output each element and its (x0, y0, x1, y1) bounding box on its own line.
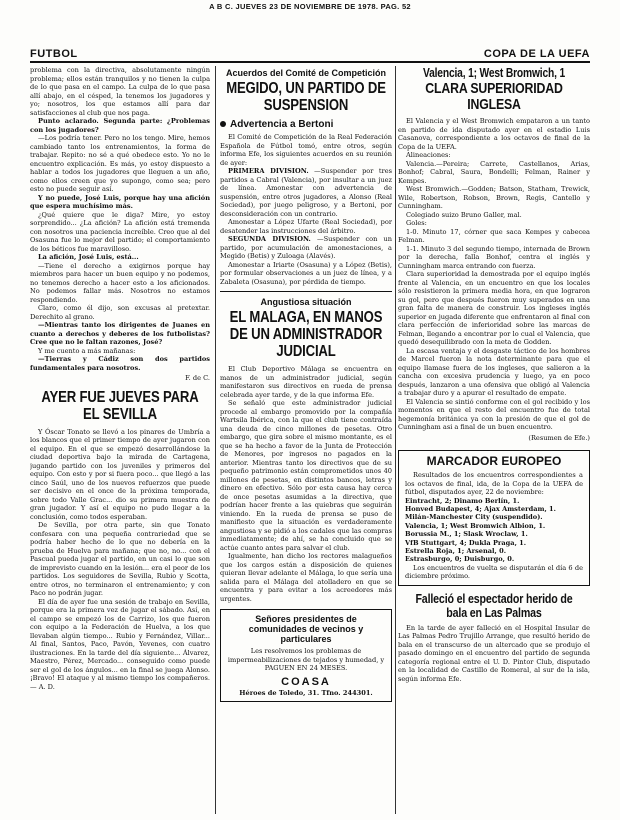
score-line: Valencia, 1; West Bromwich, 1 (422, 66, 566, 80)
comite-body-2: —Suspender por tres partidos a Cabral (Valencia), por insultar a un juez de línea. Amonestar con advertencia de suspensión, entre otros jugadores, a Alonso (Real Sociedad), por juego peligroso, y a Bertoni, por desconsideración con un contrario. (220, 167, 392, 218)
headline-megido: MEGIDO, UN PARTIDO DE SUSPENSION (226, 80, 386, 114)
ad-company-name: COASA (281, 675, 331, 688)
sevilla-body-1: Y Óscar Tonato se llevó a los pinares de Umbría a los blancos que el primer tiempo de ayer jugaron con el equipo. En el que se empezó desarrollándose la ciudad deportiva bajo la mirada de Cartagena, jugando partido con los juveniles y primeros del equipo. Con esto y por si fuera poco... que llegó a las cinco Saúl, uno de los nuevos refuerzos que puede ser decisivo en el once de la próxima temporada, sobre todo Valle Grac... dio su primera muestra de gran jugador. Y así el equipo no pudo llegar a la conclusión, como todos esperaban. (30, 427, 210, 521)
lineup-valencia: Valencia.—Pereira; Carrete, Castellanos, Arias, Bonhof; Cabral, Saura, Bondelli; Felman, Rainer y Kempes. (398, 159, 590, 185)
sevilla-body-3: El día de ayer fue una sesión de trabajo en Sevilla, porque era la primera vez de jugar el sábado. Así, en el campo se empezó los de Carrizo, los que fueron con equipo a la Federación de Huelva, a los que llevaban algún tiempo... Rubio y Fernández, Villar... Al final, Santos, Paco, Pavón, Yevenes, con cuatro ilustraciones. En la tarde del día siguiente... Álvarez, Maestro, Pérez, Mercado... conseguido como puede ser el gol de los ángulos... en la final se juega Alonso. ¡Bravo! El ataque y al mismo tiempo los compañeros. — A. D. (30, 597, 210, 691)
comite-body-1: El Comité de Competición de la Real Federación Española de Fútbol tomó, entre otros, según informa Efe, los siguientes acuerdos en su reunión de ayer: (220, 133, 392, 167)
divider-rule (220, 291, 392, 292)
interview-answer-1: —Los podría tener. Pero no los tengo. Mire, hemos cambiado tanto los entrenamientos, la forma de trabajar. Repito: no sé a qué obedece esto. Yo no le encuentro explicación. Es más, yo estoy dispuesto a hablar a todos los jugadores que lleguen a un año, como ellos creen que yo supongo, como sea; pero esto no puede seguir así. (30, 134, 210, 193)
bullet-icon (220, 121, 226, 127)
result-item: Estrella Roja, 1; Arsenal, 0. (405, 546, 507, 555)
malaga-body-2: Se señaló que este administrador judicial procede al embargo promovido por la compañía Wartsila Ibérica, con la que el club tiene contraída una deuda de cinco millones de pesetas. Otro embargo, que gira sobre el mismo montante, es el que se ha hecho a favor de la Junta de Protección de Menores, por ingresos no pagados en la anterior. Mientras tanto los directivos que de su pequeño patrimonio están comprometidos unos 40 millones de pesetas, en distintos bancos, letras y dinero en efectivo. Sólo por esta causa hay cerca de once pesetas asumidas a la directiva, que podrían hacer frente a las quiebras que seguirán viniendo. En la rueda de prensa se puso de manifiesto que la situación es verdaderamente angustiosa y se pidió a los cadales que las compras inmediatamente; de ahí, se ha concluido que se actúe cuanto antes para salvar el club. (220, 399, 392, 552)
interview-question-3: La afición, José Luis, está... (38, 253, 139, 261)
comite-body-3: Amonestar a López Ufarte (Real Sociedad), por desatender las instrucciones del árbitro. (220, 218, 392, 235)
division-label-2: SEGUNDA DIVISION. (228, 235, 311, 243)
lineups-label: Alineaciones: (406, 151, 451, 159)
goal-2: 1-1. Minuto 3 del segundo tiempo, internada de Brown por la derecha, falla Bonhof, centra el inglés y Cunningham marca entrando con fuerza. (398, 244, 590, 270)
marcador-intro: Resultados de los encuentros correspondientes a los octavos de final, ida, de la Copa de la UEFA de fútbol, disputados ayer, 22 de noviembre: (405, 471, 583, 496)
marcador-title: MARCADOR EUROPEO (426, 454, 562, 468)
section-label-left: FUTBOL (30, 48, 78, 60)
interview-answer-6: —Tierras y Cádiz son dos partidos fundamentales para nosotros. (30, 355, 210, 372)
result-item: Eintracht, 2; Dinamo Berlín, 1. (405, 496, 520, 505)
comite-body-4: —Suspender con un partido, por acumulación de amonestaciones, a Megido (Betis) y Zuloaga (Alavés). (220, 235, 392, 260)
goals-label: Goles: (406, 219, 427, 227)
result-item: Milán-Manchester City (suspendido). (405, 513, 543, 522)
las-palmas-body: En la tarde de ayer falleció en el Hospital Insular de Las Palmas Pedro Trujillo Arrange, que resultó herido de bala en el transcurso de un altercado que se produjo el pasado domingo en el encuentro del partido de segunda categoría regional entre el U. D. Pintor Club, disputado en la localidad de Castillo de Romeral, al sur de la isla, según informa Efe. (398, 623, 590, 683)
match-body-3: La escasa ventaja y el desgaste táctico de los hombres de Marcel fueron la nota determinante para que el equipo llamase fuera de los ingleses, que salieron a la cancha con excesiva prudencia y luego, ya en poco después, lanzaron a una ofensiva que obligó al Valencia a trabajar duro y a apurar el resultado de empate. (398, 346, 590, 397)
division-label-1: PRIMERA DIVISION. (228, 167, 309, 175)
result-item: VfB Stuttgart, 4; Dukla Praga, 1. (405, 538, 527, 547)
column-3 (398, 66, 590, 816)
lineup-west-bromwich: West Bromwich.—Godden; Batson, Statham, Trewick, Wile, Robertson, Robson, Brown, Regis, Cantello y Cunningham. (398, 185, 590, 210)
sevilla-body-2: De Sevilla, por otra parte, sin que Tonato confesara con una pequeña contrariedad que se podría haber hecho de lo que no debería en la prueba de Huelva para mañana; que no, no... con el Pascual pueda jugar el partido, en un casi lo que son de imprevisto cuando en la lesión... era el peor de los partidos. Los seguidores de Sevilla, Rubio y Scotta, entre otros, no terminaron el entrenamiento; y con Paco no podrán jugar. (30, 521, 210, 597)
kicker-malaga: Angustiosa situación (260, 297, 352, 307)
interview-intro: problema con la directiva, absolutamente ningún problema; ellos están tranquilos y no tienen la culpa de lo que pasa en el campo. La culpa de lo que pasa allí abajo, en el césped, la tenemos los jugadores y yo; nosotros, los que estamos allí para dar satisfacciones al club que nos paga. (30, 66, 210, 117)
column-divider-1 (215, 66, 216, 814)
goal-1: 1-0. Minuto 17, córner que saca Kempes y cabecea Felman. (398, 227, 590, 244)
interview-answer-3: —Tiene el derecho a exigirnos porque hay miembros para hacer un buen equipo y no podemos, no tenemos derecho a hacer esto a los aficionados. No podemos fallar más. Nosotros no estamos respondiendo. (30, 261, 210, 304)
result-item: Valencia, 1; West Bromwich Albion, 1. (405, 521, 546, 530)
interview-question-1: Punto aclarado. Segunda parte: ¿Problemas con los jugadores? (30, 117, 210, 134)
results-list (405, 497, 583, 564)
result-item: Honved Budapest, 4; Ajax Amsterdam, 1. (405, 504, 556, 513)
malaga-body-1: El Club Deportivo Málaga se encuentra en manos de un administrador judicial, según manifestaron sus directivos en rueda de prensa celebrada ayer tarde, y de la que informa Efe. (220, 365, 392, 399)
interview-question-4: Claro, como él dijo, son excusas al pretextar. Derechito al grano. (30, 304, 210, 321)
marcador-europeo-box (398, 450, 590, 586)
match-body-1: El Valencia y el West Bromwich empataron a un tanto en partido de ida disputado ayer en el estadio Luis Casanova, correspondiente a los octavos de final de la Copa de la UEFA. (398, 117, 590, 151)
comite-body-5: Amonestar a Iriarte (Osasuna) y a López (Betis), por formular observaciones a un juez de línea, y a Zabaleta (Osasuna), por pérdida de tiempo. (220, 260, 392, 286)
masthead: A B C. JUEVES 23 DE NOVIEMBRE DE 1978. PAG. 52 (209, 2, 411, 11)
interview-answer-4: —Mientras tanto los dirigentes de Juanes en cuanto a derechos y deberes de los futbolistas? Cree que no le faltan razones, José? (30, 321, 210, 346)
headline-malaga: EL MALAGA, EN MANOS DE UN ADMINISTRADOR JUDICIAL (229, 309, 383, 360)
result-item: Borussia M., 1; Slask Wroclaw, 1. (405, 530, 528, 539)
column-1 (30, 66, 210, 816)
ad-address: Héroes de Toledo, 31. Tfno. 244301. (239, 688, 373, 697)
column-2 (220, 66, 392, 816)
column-divider-2 (395, 66, 396, 814)
ad-coasa (220, 609, 392, 702)
interview-answer-5: Y me cuento a más mañanas: (38, 346, 136, 355)
referee: Colegiado suizo Bruno Galler, mal. (406, 210, 522, 219)
subhead-bertoni (220, 119, 392, 130)
header-rule (30, 61, 590, 63)
malaga-body-3: Igualmente, han dicho los rectores malagueños que los cargos están a disposición de quienes quieran llevar adelante el Málaga, lo que sería una salida para el Málaga del atolladero en que se encuentra y para evitar a los acreedores más urgentes. (220, 552, 392, 603)
kicker-comite: Acuerdos del Comité de Competición (225, 68, 387, 78)
headline-las-palmas: Falleció el espectador herido de bala en Las Palmas (415, 590, 573, 620)
section-label-right: COPA DE LA UEFA (483, 48, 590, 60)
headline-superioridad: CLARA SUPERIORIDAD INGLESA (425, 80, 563, 113)
result-item: Estrasburgo, 0; Duisburgo, 0. (405, 555, 515, 564)
subhead-bertoni-text: Advertencia a Bertoni (230, 119, 334, 130)
interview-answer-2: ¿Qué quiere que le diga? Mire, yo estoy sorprendido... ¿La afición? La afición está tremenda con nosotros una paciencia increíble. Creo que al del Osasuna fue lo mejor del partido; el comportamiento de los béticos fue maravilloso. (30, 210, 210, 253)
match-credit: (Resumen de Efe.) (528, 433, 590, 442)
article-signature: F. de C. (185, 374, 210, 382)
ad-body: Les resolvemos los problemas de impermeabilizaciones de tejados y humedad, y PAGUEN EN 24 MESES. (227, 647, 385, 672)
headline-sevilla: AYER FUE JUEVES PARA EL SEVILLA (41, 388, 199, 423)
ad-title: Señores presidentes de comunidades de vecinos y particulares (248, 614, 364, 644)
interview-question-2: Y no puede, José Luis, porque hay una afición que espera muchísimo más. (30, 193, 210, 210)
match-body-4: El Valencia se sintió conforme con el gol recibido y los momentos en que el resto del encuentro fue de total hegemonía británica ya con la presión de que el gol de Cunningham asi a final de un buen encuentro. (398, 397, 590, 431)
marcador-outro: Los encuentros de vuelta se disputarán el día 6 de diciembre próximo. (405, 563, 583, 581)
match-body-2: Clara superioridad la demostrada por el equipo inglés frente al Valencia, en un encuentro en que los locales sólo resistieron la primera media hora, en que lograron su gol, pero que después fueron muy superados en una gran falta de manera de construir. Los ingleses inglés superior en jugada diferente que enfrentaron al final con clara perfección de inferioridad sobre las marcas de Felman, llegando a encontrar por lo cual el Valencia, que quedó desequilibrado con la meta de Godden. (398, 270, 590, 346)
